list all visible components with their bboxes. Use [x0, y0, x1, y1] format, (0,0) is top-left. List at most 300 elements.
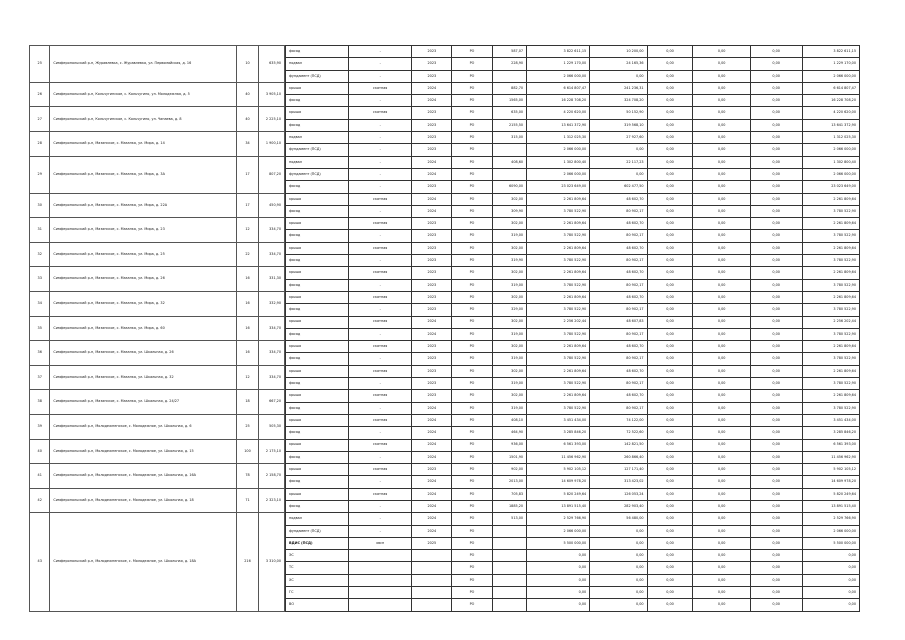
volume-cell: 2013,00 — [492, 476, 526, 488]
total-cell: 3 285 846,20 — [802, 427, 860, 439]
reserve-cell: 48 602,70 — [590, 242, 647, 254]
roof-type-cell: - — [349, 525, 412, 537]
extra-1-cell: 0,00 — [647, 353, 693, 365]
volume-cell — [492, 587, 526, 599]
volume-cell: 228,90 — [492, 58, 526, 70]
building-floors: 100 — [236, 439, 259, 464]
extra-2-cell: 0,00 — [693, 107, 750, 119]
extra-2-cell: 0,00 — [693, 562, 750, 574]
extra-3-cell: 0,00 — [750, 82, 802, 94]
extra-2-cell: 0,00 — [693, 46, 750, 58]
total-cell: 3 780 522,90 — [802, 353, 860, 365]
extra-1-cell: 0,00 — [647, 414, 693, 426]
extra-2-cell: 0,00 — [693, 525, 750, 537]
year-cell: 2024 — [412, 168, 452, 180]
source-cell: РО — [452, 119, 492, 131]
extra-1-cell: 0,00 — [647, 365, 693, 377]
volume-cell — [492, 537, 526, 549]
row-number: 29 — [30, 156, 50, 193]
extra-3-cell: 0,00 — [750, 95, 802, 107]
reserve-cell: 80 902,17 — [590, 230, 647, 242]
building-area: 334,70 — [259, 316, 285, 341]
cost-cell: 2 261 809,64 — [527, 291, 590, 303]
cost-cell: 3 780 522,90 — [527, 205, 590, 217]
work-type-cell: подвал — [286, 156, 349, 168]
year-cell: 2023 — [412, 144, 452, 156]
building-address: Симферопольский р-н, Мазанское, с. Мазанка, ул. Мира, д. 60 — [50, 316, 236, 341]
extra-2-cell: 0,00 — [693, 95, 750, 107]
work-row — [286, 304, 860, 316]
total-cell: 6 614 807,47 — [802, 82, 860, 94]
year-cell — [412, 599, 452, 611]
year-cell — [412, 574, 452, 586]
work-row — [286, 242, 860, 254]
total-cell: 0,00 — [802, 550, 860, 562]
cost-cell: 3 780 522,90 — [527, 328, 590, 340]
total-cell: 2 261 809,64 — [802, 341, 860, 353]
reserve-cell: 10 200,00 — [590, 46, 647, 58]
extra-3-cell: 0,00 — [750, 488, 802, 500]
building-row — [30, 390, 285, 415]
extra-1-cell: 0,00 — [647, 378, 693, 390]
cost-cell: 2 066 000,00 — [527, 525, 590, 537]
reserve-cell: 56 480,00 — [590, 513, 647, 525]
building-area: 450,90 — [259, 193, 285, 218]
work-type-cell: фасад — [286, 353, 349, 365]
reserve-cell: 0,00 — [590, 550, 647, 562]
extra-3-cell: 0,00 — [750, 205, 802, 217]
building-area: 332,90 — [259, 291, 285, 316]
reserve-cell: 0,00 — [590, 587, 647, 599]
total-cell: 1 302 800,40 — [802, 156, 860, 168]
year-cell: 2023 — [412, 181, 452, 193]
reserve-cell: 80 902,17 — [590, 205, 647, 217]
extra-3-cell: 0,00 — [750, 193, 802, 205]
row-number: 33 — [30, 267, 50, 292]
extra-2-cell: 0,00 — [693, 218, 750, 230]
building-floors: 10 — [236, 46, 259, 83]
total-cell: 3 780 522,90 — [802, 230, 860, 242]
year-cell: 2023 — [412, 365, 452, 377]
row-number: 35 — [30, 316, 50, 341]
extra-2-cell: 0,00 — [693, 168, 750, 180]
source-cell: РО — [452, 82, 492, 94]
row-number: 25 — [30, 46, 50, 83]
total-cell: 2 256 202,44 — [802, 316, 860, 328]
building-row — [30, 267, 285, 292]
cost-cell: 13 891 515,40 — [527, 500, 590, 512]
year-cell: 2023 — [412, 464, 452, 476]
work-row — [286, 156, 860, 168]
roof-type-cell: скатная — [349, 267, 412, 279]
total-cell: 0,00 — [802, 599, 860, 611]
extra-2-cell: 0,00 — [693, 537, 750, 549]
extra-1-cell: 0,00 — [647, 193, 693, 205]
volume-cell: 302,00 — [492, 390, 526, 402]
source-cell: РО — [452, 304, 492, 316]
extra-2-cell: 0,00 — [693, 390, 750, 402]
reserve-cell: 313 423,02 — [590, 476, 647, 488]
building-address: Симферопольский р-н, Молодежненское, с. Молодежное, ул. Школьная, д. 6 — [50, 414, 236, 439]
building-row — [30, 193, 285, 218]
work-row — [286, 279, 860, 291]
roof-type-cell: - — [349, 119, 412, 131]
extra-1-cell: 0,00 — [647, 513, 693, 525]
reserve-cell: 260 866,40 — [590, 451, 647, 463]
building-area: 1 900,10 — [259, 132, 285, 157]
building-row — [30, 82, 285, 107]
cost-cell: 11 456 962,90 — [527, 451, 590, 463]
building-floors: 216 — [236, 513, 259, 611]
work-row — [286, 451, 860, 463]
work-row — [286, 291, 860, 303]
roof-type-cell: - — [349, 427, 412, 439]
work-type-cell: фасад — [286, 46, 349, 58]
building-row — [30, 218, 285, 243]
total-cell: 3 780 522,90 — [802, 402, 860, 414]
row-number: 27 — [30, 107, 50, 132]
extra-3-cell: 0,00 — [750, 599, 802, 611]
cost-cell: 1 312 025,30 — [527, 132, 590, 144]
building-address: Симферопольский р-н, Молодежненское, с. Молодежное, ул. Школьная, д. 18А — [50, 513, 236, 611]
volume-cell: 464,90 — [492, 427, 526, 439]
extra-2-cell: 0,00 — [693, 193, 750, 205]
volume-cell — [492, 70, 526, 82]
volume-cell: 319,00 — [492, 402, 526, 414]
roof-type-cell: - — [349, 144, 412, 156]
volume-cell — [492, 562, 526, 574]
volume-cell: 302,00 — [492, 291, 526, 303]
work-row — [286, 341, 860, 353]
extra-1-cell: 0,00 — [647, 181, 693, 193]
year-cell: 2024 — [412, 402, 452, 414]
extra-3-cell: 0,00 — [750, 550, 802, 562]
extra-2-cell: 0,00 — [693, 378, 750, 390]
cost-cell: 23 023 649,00 — [527, 181, 590, 193]
source-cell: РО — [452, 46, 492, 58]
roof-type-cell: - — [349, 181, 412, 193]
roof-type-cell: - — [349, 46, 412, 58]
building-area: 334,70 — [259, 242, 285, 267]
roof-type-cell: - — [349, 70, 412, 82]
building-floors: 17 — [236, 156, 259, 193]
cost-cell: 1 302 800,40 — [527, 156, 590, 168]
roof-type-cell: скатная — [349, 365, 412, 377]
extra-2-cell: 0,00 — [693, 316, 750, 328]
year-cell: 2023 — [412, 230, 452, 242]
extra-1-cell: 0,00 — [647, 46, 693, 58]
extra-1-cell: 0,00 — [647, 390, 693, 402]
roof-type-cell: - — [349, 500, 412, 512]
extra-1-cell: 0,00 — [647, 525, 693, 537]
total-cell: 3 451 434,00 — [802, 414, 860, 426]
year-cell — [412, 562, 452, 574]
work-row — [286, 537, 860, 549]
work-type-cell: фундамент (ПСД) — [286, 525, 349, 537]
cost-cell: 3 451 434,00 — [527, 414, 590, 426]
extra-3-cell: 0,00 — [750, 476, 802, 488]
total-cell: 5 500 000,00 — [802, 537, 860, 549]
extra-2-cell: 0,00 — [693, 341, 750, 353]
source-cell: РО — [452, 513, 492, 525]
cost-cell: 3 780 522,90 — [527, 353, 590, 365]
work-row — [286, 119, 860, 131]
extra-2-cell: 0,00 — [693, 291, 750, 303]
building-row — [30, 242, 285, 267]
building-row — [30, 488, 285, 513]
work-row — [286, 414, 860, 426]
work-type-cell: фасад — [286, 181, 349, 193]
source-cell: РО — [452, 144, 492, 156]
work-type-cell: фасад — [286, 402, 349, 414]
roof-type-cell — [349, 550, 412, 562]
work-row — [286, 58, 860, 70]
work-row — [286, 328, 860, 340]
building-address: Симферопольский р-н, Мазанское, с. Мазанка, ул. Шкальная, д. 24/27 — [50, 390, 236, 415]
cost-cell: 3 780 522,90 — [527, 255, 590, 267]
year-cell: 2023 — [412, 353, 452, 365]
year-cell: 2023 — [412, 279, 452, 291]
source-cell: РО — [452, 451, 492, 463]
reserve-cell: 80 902,17 — [590, 255, 647, 267]
source-cell: РО — [452, 255, 492, 267]
building-area: 2 323,10 — [259, 488, 285, 513]
total-cell: 1 312 025,30 — [802, 132, 860, 144]
extra-2-cell: 0,00 — [693, 181, 750, 193]
building-address: Симферопольский р-н, Мазанское, с. Мазанка, ул. Мира, д. 26 — [50, 267, 236, 292]
building-address: Симферопольский р-н, Кольчугинское, с. Кольчугино, ул. Молодежная, д. 5 — [50, 82, 236, 107]
total-cell: 5 902 105,12 — [802, 464, 860, 476]
total-cell: 3 822 611,15 — [802, 46, 860, 58]
source-cell: РО — [452, 476, 492, 488]
source-cell: РО — [452, 341, 492, 353]
source-cell: РО — [452, 574, 492, 586]
reserve-cell: 0,00 — [590, 168, 647, 180]
reserve-cell: 0,00 — [590, 574, 647, 586]
row-number: 41 — [30, 464, 50, 489]
year-cell: 2023 — [412, 341, 452, 353]
volume-cell: 587,07 — [492, 46, 526, 58]
total-cell: 2 261 809,64 — [802, 242, 860, 254]
year-cell: 2024 — [412, 193, 452, 205]
extra-1-cell: 0,00 — [647, 599, 693, 611]
extra-3-cell: 0,00 — [750, 414, 802, 426]
building-area: 2 225,10 — [259, 107, 285, 132]
extra-3-cell: 0,00 — [750, 242, 802, 254]
extra-2-cell: 0,00 — [693, 82, 750, 94]
total-cell: 2 261 809,64 — [802, 390, 860, 402]
reserve-cell: 282 903,40 — [590, 500, 647, 512]
work-type-cell: крыша — [286, 439, 349, 451]
extra-1-cell: 0,00 — [647, 70, 693, 82]
source-cell: РО — [452, 427, 492, 439]
extra-1-cell: 0,00 — [647, 95, 693, 107]
work-row — [286, 181, 860, 193]
building-address: Симферопольский р-н, Молодежненское, с. Молодежное, ул. Школьная, д. 18 — [50, 488, 236, 513]
work-type-cell: крыша — [286, 193, 349, 205]
work-row — [286, 230, 860, 242]
volume-cell: 319,90 — [492, 255, 526, 267]
roof-type-cell: - — [349, 255, 412, 267]
extra-3-cell: 0,00 — [750, 46, 802, 58]
volume-cell: 1565,00 — [492, 95, 526, 107]
cost-cell: 0,00 — [527, 587, 590, 599]
source-cell: РО — [452, 328, 492, 340]
extra-1-cell: 0,00 — [647, 476, 693, 488]
extra-1-cell: 0,00 — [647, 304, 693, 316]
work-type-cell: крыша — [286, 464, 349, 476]
extra-2-cell: 0,00 — [693, 304, 750, 316]
extra-2-cell: 0,00 — [693, 488, 750, 500]
year-cell: 2023 — [412, 107, 452, 119]
work-type-cell: фундамент (ПСД) — [286, 144, 349, 156]
work-type-cell: ВО — [286, 599, 349, 611]
reserve-cell: 0,00 — [590, 525, 647, 537]
cost-cell: 3 780 522,90 — [527, 402, 590, 414]
extra-2-cell: 0,00 — [693, 242, 750, 254]
year-cell: 2023 — [412, 378, 452, 390]
building-address: Симферопольский р-н, Молодежненское, с. Молодежное, ул. Школьная, д. 16А — [50, 464, 236, 489]
source-cell: РО — [452, 500, 492, 512]
cost-cell: 5 500 000,00 — [527, 537, 590, 549]
extra-2-cell: 0,00 — [693, 119, 750, 131]
building-floors: 17 — [236, 193, 259, 218]
cost-cell: 0,00 — [527, 599, 590, 611]
extra-3-cell: 0,00 — [750, 156, 802, 168]
year-cell: 2024 — [412, 427, 452, 439]
work-type-cell: фасад — [286, 119, 349, 131]
volume-cell: 302,00 — [492, 316, 526, 328]
total-cell: 2 066 000,00 — [802, 70, 860, 82]
volume-cell: 319,00 — [492, 230, 526, 242]
total-cell: 2 066 000,00 — [802, 168, 860, 180]
roof-type-cell: скатная — [349, 291, 412, 303]
reserve-cell: 24 165,36 — [590, 58, 647, 70]
reserve-cell: 0,00 — [590, 144, 647, 156]
volume-cell: 309,90 — [492, 205, 526, 217]
year-cell: 2024 — [412, 95, 452, 107]
extra-3-cell: 0,00 — [750, 341, 802, 353]
volume-cell: 315,00 — [492, 132, 526, 144]
extra-1-cell: 0,00 — [647, 205, 693, 217]
row-number: 42 — [30, 488, 50, 513]
total-cell: 3 780 522,90 — [802, 205, 860, 217]
extra-3-cell: 0,00 — [750, 168, 802, 180]
extra-1-cell: 0,00 — [647, 168, 693, 180]
year-cell: 2023 — [412, 119, 452, 131]
extra-3-cell: 0,00 — [750, 353, 802, 365]
work-row — [286, 476, 860, 488]
extra-1-cell: 0,00 — [647, 537, 693, 549]
work-type-cell: фасад — [286, 230, 349, 242]
extra-3-cell: 0,00 — [750, 107, 802, 119]
total-cell: 4 220 620,00 — [802, 107, 860, 119]
work-type-cell: крыша — [286, 488, 349, 500]
extra-1-cell: 0,00 — [647, 267, 693, 279]
reserve-cell: 72 522,60 — [590, 427, 647, 439]
year-cell: 2024 — [412, 488, 452, 500]
row-number: 34 — [30, 291, 50, 316]
work-type-cell: ВДИС (ПСД) — [286, 537, 349, 549]
work-row — [286, 427, 860, 439]
roof-type-cell: - — [349, 132, 412, 144]
work-row — [286, 402, 860, 414]
work-row — [286, 513, 860, 525]
source-cell: РО — [452, 414, 492, 426]
source-cell: РО — [452, 230, 492, 242]
source-cell: РО — [452, 402, 492, 414]
building-row — [30, 107, 285, 132]
year-cell: 2023 — [412, 390, 452, 402]
building-address: Симферопольский р-н, Мазанское, с. Мазанка, ул. Мира, д. 14 — [50, 132, 236, 157]
roof-type-cell: скатная — [349, 439, 412, 451]
extra-2-cell: 0,00 — [693, 328, 750, 340]
volume-cell: 302,00 — [492, 365, 526, 377]
work-type-cell: ЭС — [286, 550, 349, 562]
cost-cell: 3 780 522,90 — [527, 279, 590, 291]
extra-3-cell: 0,00 — [750, 119, 802, 131]
work-type-cell: ГС — [286, 587, 349, 599]
extra-1-cell: 0,00 — [647, 464, 693, 476]
cost-cell: 1 229 170,00 — [527, 58, 590, 70]
work-type-cell: крыша — [286, 316, 349, 328]
extra-3-cell: 0,00 — [750, 70, 802, 82]
extra-3-cell: 0,00 — [750, 464, 802, 476]
extra-2-cell: 0,00 — [693, 587, 750, 599]
extra-2-cell: 0,00 — [693, 574, 750, 586]
source-cell: РО — [452, 168, 492, 180]
roof-type-cell: - — [349, 378, 412, 390]
work-row — [286, 193, 860, 205]
work-row — [286, 267, 860, 279]
building-row — [30, 316, 285, 341]
volume-cell: 1501,90 — [492, 451, 526, 463]
volume-cell: 302,00 — [492, 193, 526, 205]
row-number: 38 — [30, 390, 50, 415]
extra-3-cell: 0,00 — [750, 537, 802, 549]
building-address: Симферопольский р-н, Мазанское, с. Мазанка, ул. Шкальная, д. 26 — [50, 341, 236, 366]
work-type-cell: крыша — [286, 107, 349, 119]
source-cell: РО — [452, 156, 492, 168]
source-cell: РО — [452, 58, 492, 70]
extra-1-cell: 0,00 — [647, 451, 693, 463]
building-list-table — [29, 45, 285, 612]
source-cell: РО — [452, 181, 492, 193]
work-row — [286, 587, 860, 599]
work-row — [286, 353, 860, 365]
volume-cell: 329,00 — [492, 304, 526, 316]
work-row — [286, 550, 860, 562]
building-address: Симферопольский р-н, Мазанское, с. Мазанка, ул. Мира, д. 3А — [50, 156, 236, 193]
total-cell: 2 261 809,64 — [802, 365, 860, 377]
roof-type-cell: - — [349, 156, 412, 168]
work-type-cell: фасад — [286, 255, 349, 267]
row-number: 26 — [30, 82, 50, 107]
extra-1-cell: 0,00 — [647, 550, 693, 562]
year-cell — [412, 550, 452, 562]
work-row — [286, 599, 860, 611]
work-type-cell: ТС — [286, 562, 349, 574]
year-cell: 2023 — [412, 132, 452, 144]
work-row — [286, 500, 860, 512]
source-cell: РО — [452, 291, 492, 303]
cost-cell: 13 641 372,90 — [527, 119, 590, 131]
year-cell: 2023 — [412, 218, 452, 230]
source-cell: РО — [452, 378, 492, 390]
total-cell: 0,00 — [802, 574, 860, 586]
source-cell: РО — [452, 550, 492, 562]
source-cell: РО — [452, 218, 492, 230]
